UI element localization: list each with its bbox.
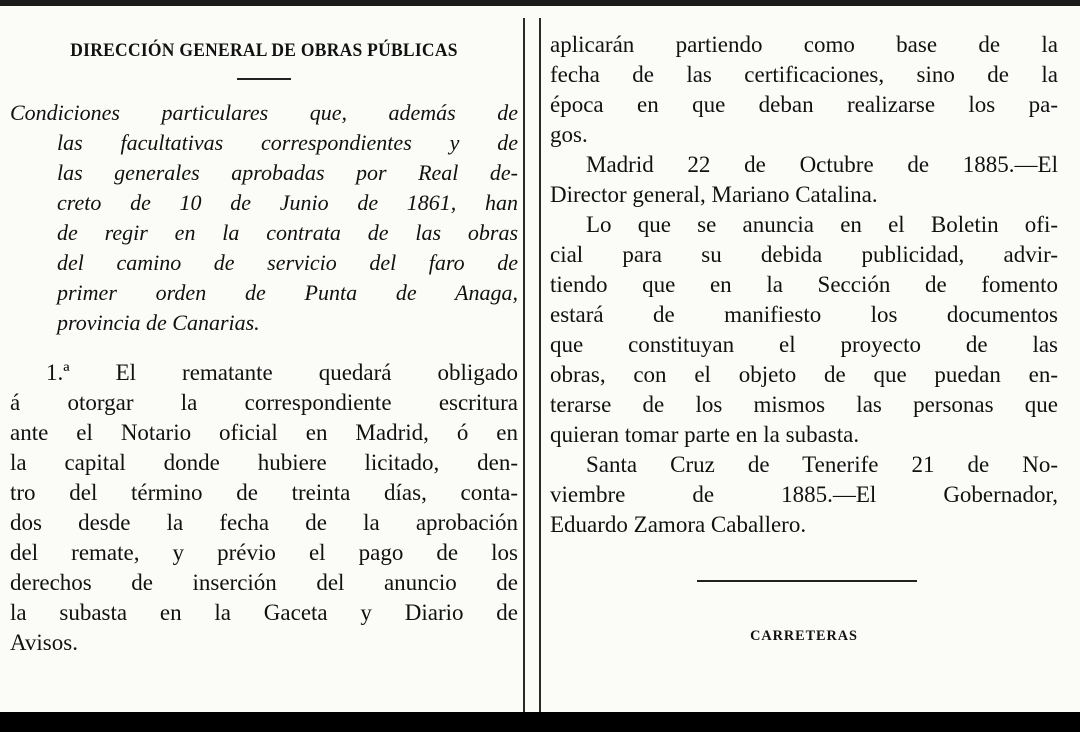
notice-line: obras, con el objeto de que puedan en- (550, 362, 1058, 387)
column-divider-left (523, 18, 525, 718)
notice-line: Lo que se anuncia en el Boletin ofi- (586, 212, 1058, 237)
clause-line: la capital donde hubiere licitado, den- (10, 450, 518, 475)
notice-paragraph (550, 210, 1058, 450)
clause-line: dos desde la fecha de la aprobación (10, 510, 518, 535)
dated-line: Madrid 22 de Octubre de 1885.—El (586, 152, 1058, 177)
clause-line: á otorgar la correspondiente escritura (10, 390, 518, 415)
dated-paragraph (550, 150, 1058, 210)
next-section-heading: CARRETERAS (750, 628, 858, 644)
conditions-intro (10, 98, 518, 338)
continuation-paragraph (550, 30, 1058, 150)
clause-line: la subasta en la Gaceta y Diario de (10, 600, 518, 625)
intro-line: de regir en la contrata de las obras (57, 220, 518, 245)
notice-line: terarse de los mismos las personas que (550, 392, 1058, 417)
column-divider-right (539, 18, 541, 718)
intro-line: del camino de servicio del faro de (57, 250, 518, 275)
notice-line: tiendo que en la Sección de fomento (550, 272, 1058, 297)
top-border-rule (0, 0, 1080, 6)
intro-line: las facultativas correspondientes y de (57, 130, 518, 155)
clause-line: ante el Notario oficial en Madrid, ó en (10, 420, 518, 445)
clause-line: tro del término de treinta días, conta- (10, 480, 518, 505)
signature-line: Eduardo Zamora Caballero. (550, 512, 807, 537)
clause-line: del remate, y prévio el pago de los (10, 540, 518, 565)
bottom-crop-bar (0, 712, 1080, 732)
notice-line: quieran tomar parte en la subasta. (550, 422, 860, 447)
continuation-line: aplicarán partiendo como base de la (550, 32, 1058, 57)
intro-line: las generales aprobadas por Real de- (57, 160, 518, 185)
left-column (10, 30, 518, 658)
dated-line: Director general, Mariano Catalina. (550, 182, 878, 207)
intro-line: creto de 10 de Junio de 1861, han (57, 190, 518, 215)
intro-line: primer orden de Punta de Anaga, (57, 280, 518, 305)
intro-line: provincia de Canarias. (57, 310, 260, 335)
heading-rule (237, 78, 291, 80)
continuation-line: gos. (550, 122, 588, 147)
section-separator-rule (697, 580, 917, 582)
right-column (550, 30, 1058, 645)
continuation-line: época en que deban realizarse los pa- (550, 92, 1058, 117)
signature-line: viembre de 1885.—El Gobernador, (550, 482, 1058, 507)
clause-line: Avisos. (10, 630, 78, 655)
intro-line: Condiciones particulares que, además de (10, 100, 518, 125)
section-heading: DIRECCIÓN GENERAL DE OBRAS PÚBLICAS (70, 40, 458, 61)
signature-line: Santa Cruz de Tenerife 21 de No- (586, 452, 1058, 477)
clause-line: 1.ª El rematante quedará obligado (46, 360, 518, 385)
notice-line: estará de manifiesto los documentos (550, 302, 1058, 327)
notice-line: cial para su debida publicidad, advir- (550, 242, 1058, 267)
clause-line: derechos de inserción del anuncio de (10, 570, 518, 595)
clause-1 (10, 358, 518, 658)
continuation-line: fecha de las certificaciones, sino de la (550, 62, 1058, 87)
notice-line: que constituyan el proyecto de las (550, 332, 1058, 357)
signature-paragraph (550, 450, 1058, 540)
